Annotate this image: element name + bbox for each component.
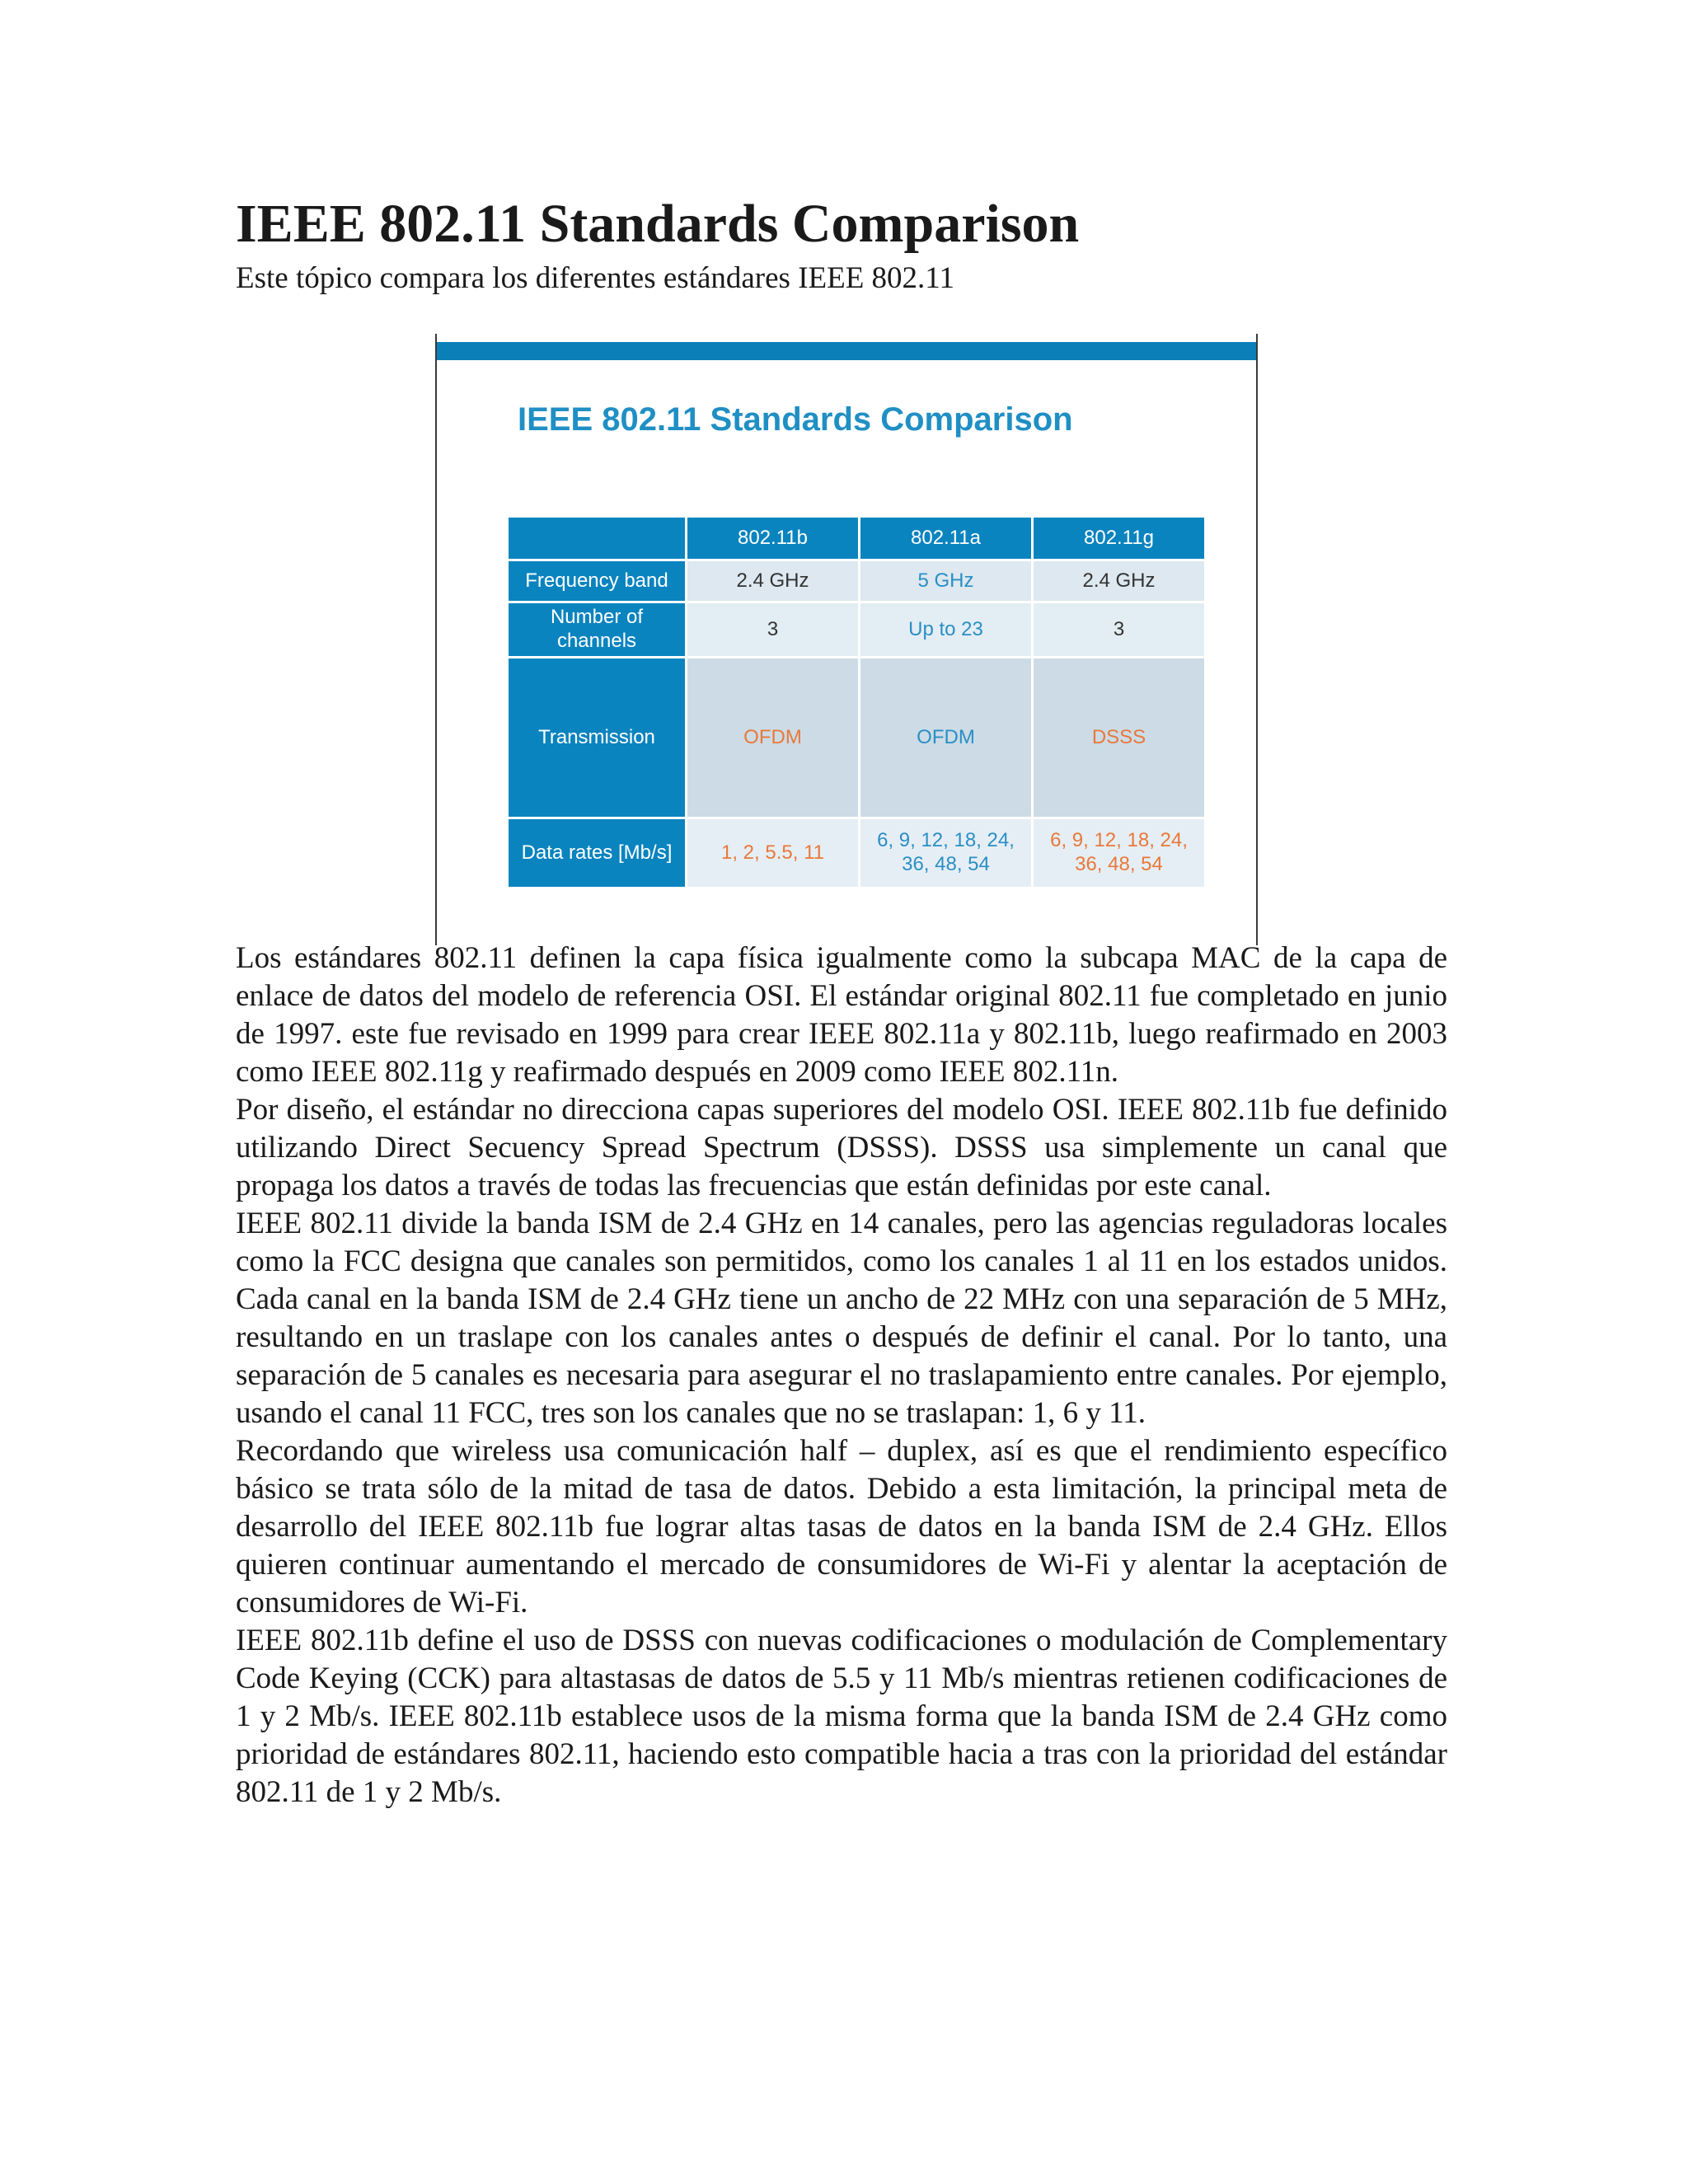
table-row: [509, 658, 1204, 817]
table-cell: OFDM: [687, 658, 858, 817]
table-row: [509, 819, 1204, 887]
column-header: 802.11a: [860, 518, 1031, 559]
column-header: 802.11b: [687, 518, 858, 559]
document-subtitle: Este tópico compara los diferentes estándares IEEE 802.11: [236, 261, 954, 295]
body-text: [236, 940, 1447, 1811]
table-row: [509, 561, 1204, 601]
comparison-table: [506, 515, 1207, 889]
slide-left-border: [435, 334, 437, 945]
table-cell: Up to 23: [860, 603, 1031, 656]
table-corner-cell: [509, 518, 685, 559]
table-cell: 5 GHz: [860, 561, 1031, 601]
table-cell: 3: [1034, 603, 1204, 656]
table-cell: OFDM: [860, 658, 1031, 817]
table-row: [509, 603, 1204, 656]
slide-image: [435, 334, 1258, 945]
row-header: Data rates [Mb/s]: [509, 819, 685, 887]
table-cell: 3: [687, 603, 858, 656]
table-cell: 6, 9, 12, 18, 24, 36, 48, 54: [860, 819, 1031, 887]
slide-right-border: [1256, 334, 1258, 945]
table-cell: 2.4 GHz: [1034, 561, 1204, 601]
row-header: Frequency band: [509, 561, 685, 601]
slide-title: IEEE 802.11 Standards Comparison: [518, 401, 1073, 438]
paragraph: IEEE 802.11b define el uso de DSSS con nuevas codificaciones o modulación de Complementary Code Keying (CCK) para altastasas de datos de 5.5 y 11 Mb/s mientras retienen codificaciones de 1 y 2 Mb/s. IEEE 802.11b establece usos de la misma forma que la banda ISM de 2.4 GHz como prioridad de estándares 802.11, haciendo esto compatible hacia a tras con la prioridad del estándar 802.11 de 1 y 2 Mb/s.: [236, 1624, 1447, 1809]
paragraph: Los estándares 802.11 definen la capa física igualmente como la subcapa MAC de la capa de enlace de datos del modelo de referencia OSI. El estándar original 802.11 fue completado en junio de 1997. este fue revisado en 1999 para crear IEEE 802.11a y 802.11b, luego reafirmado en 2003 como IEEE 802.11g y reafirmado después en 2009 como IEEE 802.11n.: [236, 941, 1447, 1089]
row-header: Number of channels: [509, 603, 685, 656]
table-cell: 6, 9, 12, 18, 24, 36, 48, 54: [1034, 819, 1204, 887]
paragraph: Recordando que wireless usa comunicación half – duplex, así es que el rendimiento específico básico se trata sólo de la mitad de tasa de datos. Debido a esta limitación, la principal meta de desarrollo del IEEE 802.11b fue lograr altas tasas de datos en la banda ISM de 2.4 GHz. Ellos quieren continuar aumentando el mercado de consumidores de Wi-Fi y alentar la aceptación de consumidores de Wi-Fi.: [236, 1434, 1447, 1619]
document-title: IEEE 802.11 Standards Comparison: [236, 194, 1080, 254]
table-header-row: [509, 518, 1204, 559]
table-cell: 2.4 GHz: [687, 561, 858, 601]
column-header: 802.11g: [1034, 518, 1204, 559]
slide-accent-bar: [437, 342, 1256, 360]
table-cell: DSSS: [1034, 658, 1204, 817]
table-cell: 1, 2, 5.5, 11: [687, 819, 858, 887]
paragraph: IEEE 802.11 divide la banda ISM de 2.4 GHz en 14 canales, pero las agencias reguladoras locales como la FCC designa que canales son permitidos, como los canales 1 al 11 en los estados unidos. Cada canal en la banda ISM de 2.4 GHz tiene un ancho de 22 MHz con una separación de 5 MHz, resultando en un traslape con los canales antes o después de definir el canal. Por lo tanto, una separación de 5 canales es necesaria para asegurar el no traslapamiento entre canales. Por ejemplo, usando el canal 11 FCC, tres son los canales que no se traslapan: 1, 6 y 11.: [236, 1207, 1447, 1430]
paragraph: Por diseño, el estándar no direcciona capas superiores del modelo OSI. IEEE 802.11b fue definido utilizando Direct Secuency Spread Spectrum (DSSS). DSSS usa simplemente un canal que propaga los datos a través de todas las frecuencias que están definidas por este canal.: [236, 1093, 1447, 1202]
row-header: Transmission: [509, 658, 685, 817]
